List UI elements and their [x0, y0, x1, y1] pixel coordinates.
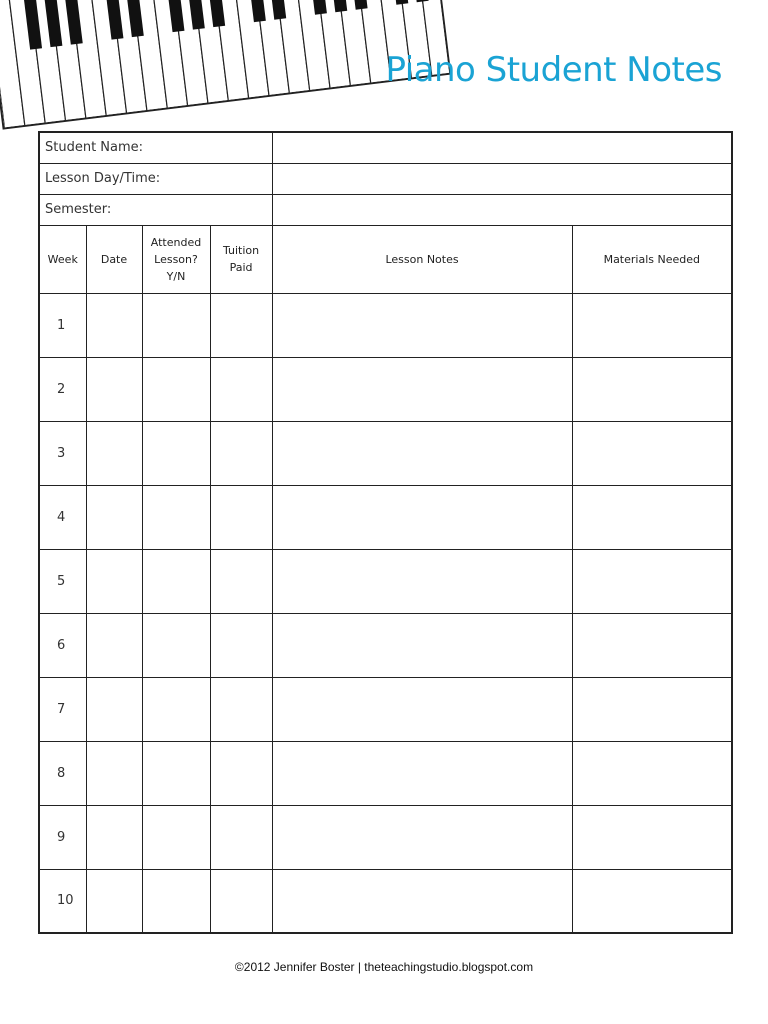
- tuition-header-line-1: Tuition: [222, 244, 260, 257]
- date-cell[interactable]: [86, 293, 142, 357]
- info-row-lesson-day-time: [39, 163, 732, 194]
- date-cell[interactable]: [86, 869, 142, 933]
- student-notes-table: [38, 131, 733, 934]
- lesson-notes-column-header: Lesson Notes: [272, 225, 572, 293]
- materials-cell[interactable]: [572, 549, 732, 613]
- attended-cell[interactable]: [142, 421, 210, 485]
- tuition-cell[interactable]: [210, 357, 272, 421]
- materials-cell[interactable]: [572, 741, 732, 805]
- tuition-cell[interactable]: [210, 421, 272, 485]
- tuition-cell[interactable]: [210, 677, 272, 741]
- attended-cell[interactable]: [142, 357, 210, 421]
- tuition-cell[interactable]: [210, 613, 272, 677]
- attended-cell[interactable]: [142, 677, 210, 741]
- table-row: [39, 677, 732, 741]
- week-number: 1: [39, 293, 86, 357]
- attended-cell[interactable]: [142, 293, 210, 357]
- semester-field[interactable]: [272, 194, 732, 225]
- date-column-header: Date: [86, 225, 142, 293]
- info-row-semester: [39, 194, 732, 225]
- tuition-header-line-2: Paid: [229, 261, 253, 274]
- materials-cell[interactable]: [572, 421, 732, 485]
- attended-cell[interactable]: [142, 869, 210, 933]
- tuition-column-header: [210, 225, 272, 293]
- table-row: [39, 421, 732, 485]
- lesson-day-time-label: Lesson Day/Time:: [39, 163, 272, 194]
- table-row: [39, 869, 732, 933]
- date-cell[interactable]: [86, 741, 142, 805]
- info-row-student-name: [39, 132, 732, 163]
- date-cell[interactable]: [86, 357, 142, 421]
- table-row: [39, 549, 732, 613]
- week-number: 9: [39, 805, 86, 869]
- week-column-header: Week: [39, 225, 86, 293]
- date-cell[interactable]: [86, 805, 142, 869]
- materials-cell[interactable]: [572, 869, 732, 933]
- attended-cell[interactable]: [142, 549, 210, 613]
- date-cell[interactable]: [86, 549, 142, 613]
- lesson-notes-cell[interactable]: [272, 357, 572, 421]
- semester-label: Semester:: [39, 194, 272, 225]
- week-number: 5: [39, 549, 86, 613]
- table-row: [39, 805, 732, 869]
- attended-header-line-1: Attended: [150, 235, 202, 249]
- materials-cell[interactable]: [572, 805, 732, 869]
- attended-cell[interactable]: [142, 485, 210, 549]
- lesson-notes-cell[interactable]: [272, 869, 572, 933]
- table-row: [39, 293, 732, 357]
- tuition-cell[interactable]: [210, 549, 272, 613]
- tuition-cell[interactable]: [210, 293, 272, 357]
- lesson-notes-cell[interactable]: [272, 805, 572, 869]
- materials-column-header: Materials Needed: [572, 225, 732, 293]
- table-row: [39, 357, 732, 421]
- footer-copyright: ©2012 Jennifer Boster | theteachingstudio.blogspot.com: [234, 960, 534, 974]
- lesson-notes-cell[interactable]: [272, 741, 572, 805]
- week-number: 4: [39, 485, 86, 549]
- student-name-field[interactable]: [272, 132, 732, 163]
- materials-cell[interactable]: [572, 677, 732, 741]
- week-number: 8: [39, 741, 86, 805]
- materials-cell[interactable]: [572, 613, 732, 677]
- date-cell[interactable]: [86, 613, 142, 677]
- date-cell[interactable]: [86, 677, 142, 741]
- table-row: [39, 613, 732, 677]
- attended-header-line-2: Lesson?: [154, 252, 198, 266]
- lesson-notes-cell[interactable]: [272, 677, 572, 741]
- lesson-notes-cell[interactable]: [272, 421, 572, 485]
- lesson-notes-cell[interactable]: [272, 549, 572, 613]
- attended-cell[interactable]: [142, 741, 210, 805]
- week-number: 7: [39, 677, 86, 741]
- student-name-label: Student Name:: [39, 132, 272, 163]
- tuition-cell[interactable]: [210, 485, 272, 549]
- table-row: [39, 485, 732, 549]
- tuition-cell[interactable]: [210, 741, 272, 805]
- lesson-notes-cell[interactable]: [272, 613, 572, 677]
- attended-column-header: [142, 225, 210, 293]
- lesson-day-time-field[interactable]: [272, 163, 732, 194]
- tuition-cell[interactable]: [210, 869, 272, 933]
- week-number: 3: [39, 421, 86, 485]
- week-number: 2: [39, 357, 86, 421]
- page-title: Piano Student Notes: [385, 50, 722, 90]
- date-cell[interactable]: [86, 421, 142, 485]
- materials-cell[interactable]: [572, 357, 732, 421]
- date-cell[interactable]: [86, 485, 142, 549]
- piano-keys-graphic: [0, 0, 451, 130]
- piano-keyboard-banner: [0, 0, 451, 130]
- materials-cell[interactable]: [572, 293, 732, 357]
- attended-cell[interactable]: [142, 805, 210, 869]
- lesson-notes-cell[interactable]: [272, 293, 572, 357]
- week-number: 10: [39, 869, 86, 933]
- week-rows: [39, 293, 732, 933]
- tuition-cell[interactable]: [210, 805, 272, 869]
- attended-cell[interactable]: [142, 613, 210, 677]
- header-row: [39, 225, 732, 293]
- week-number: 6: [39, 613, 86, 677]
- lesson-notes-cell[interactable]: [272, 485, 572, 549]
- table-row: [39, 741, 732, 805]
- attended-header-line-3: Y/N: [166, 269, 186, 283]
- materials-cell[interactable]: [572, 485, 732, 549]
